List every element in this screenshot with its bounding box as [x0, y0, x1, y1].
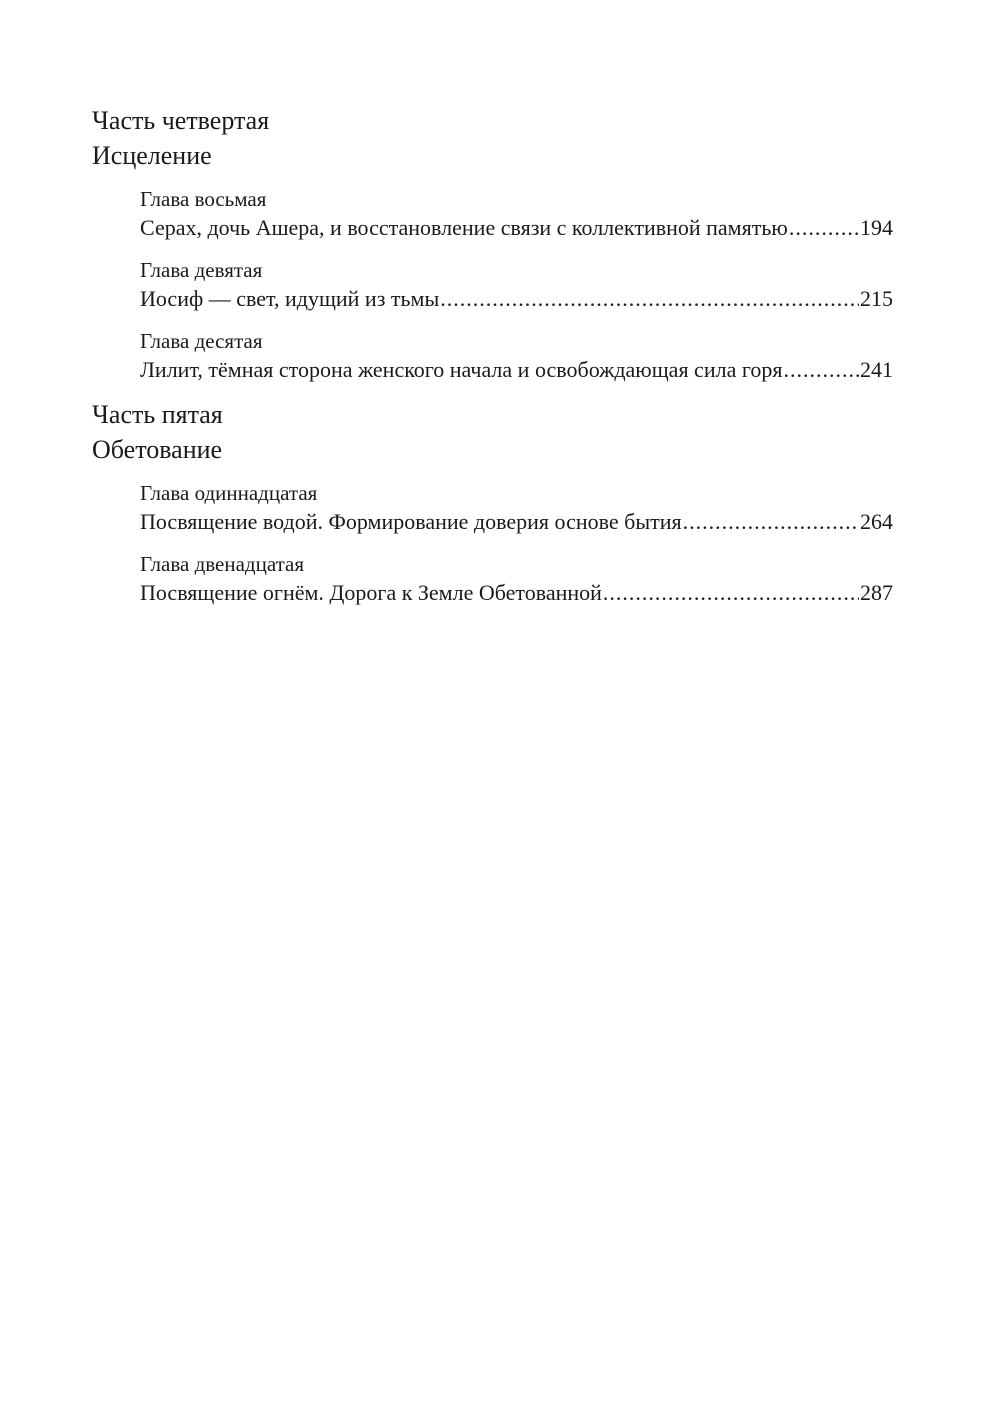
part-heading-5 — [92, 397, 892, 467]
toc-entry-line[interactable] — [140, 507, 893, 537]
toc-entry-line[interactable] — [140, 355, 893, 385]
page-number: 287 — [860, 580, 893, 605]
toc-entry-chapter-12[interactable] — [140, 550, 893, 608]
chapter-title: Посвящение водой. Формирование доверия основе бытия — [140, 509, 682, 534]
dot-leader — [440, 284, 859, 314]
chapter-title: Посвящение огнём. Дорога к Земле Обетованной — [140, 580, 602, 605]
chapter-label: Глава одиннадцатая — [140, 481, 318, 505]
page-number: 241 — [860, 357, 893, 382]
part-heading-4 — [92, 103, 892, 173]
toc-entry-chapter-9[interactable] — [140, 256, 893, 314]
part-title: Исцеление — [92, 141, 212, 170]
page-number: 264 — [860, 509, 893, 534]
toc-entry-line[interactable] — [140, 213, 893, 243]
chapter-title: Иосиф — свет, идущий из тьмы — [140, 286, 440, 311]
chapter-label: Глава десятая — [140, 329, 263, 353]
page-number: 194 — [860, 215, 893, 240]
toc-entry-line[interactable] — [140, 578, 893, 608]
toc-entry-chapter-11[interactable] — [140, 479, 893, 537]
dot-leader — [783, 355, 859, 385]
chapter-label: Глава девятая — [140, 258, 263, 282]
toc-entry-chapter-8[interactable] — [140, 185, 893, 243]
toc-entry-line[interactable] — [140, 284, 893, 314]
dot-leader — [683, 507, 859, 537]
page-number: 215 — [860, 286, 893, 311]
chapter-title: Серах, дочь Ашера, и восстановление связи с коллективной памятью — [140, 215, 788, 240]
dot-leader — [789, 213, 859, 243]
chapter-title: Лилит, тёмная сторона женского начала и освобождающая сила горя — [140, 357, 783, 382]
chapter-label: Глава восьмая — [140, 187, 267, 211]
part-title: Обетование — [92, 435, 223, 464]
part-label: Часть пятая — [92, 400, 223, 429]
dot-leader — [603, 578, 859, 608]
toc-entry-chapter-10[interactable] — [140, 327, 893, 385]
part-label: Часть четвертая — [92, 106, 270, 135]
chapter-label: Глава двенадцатая — [140, 552, 305, 576]
